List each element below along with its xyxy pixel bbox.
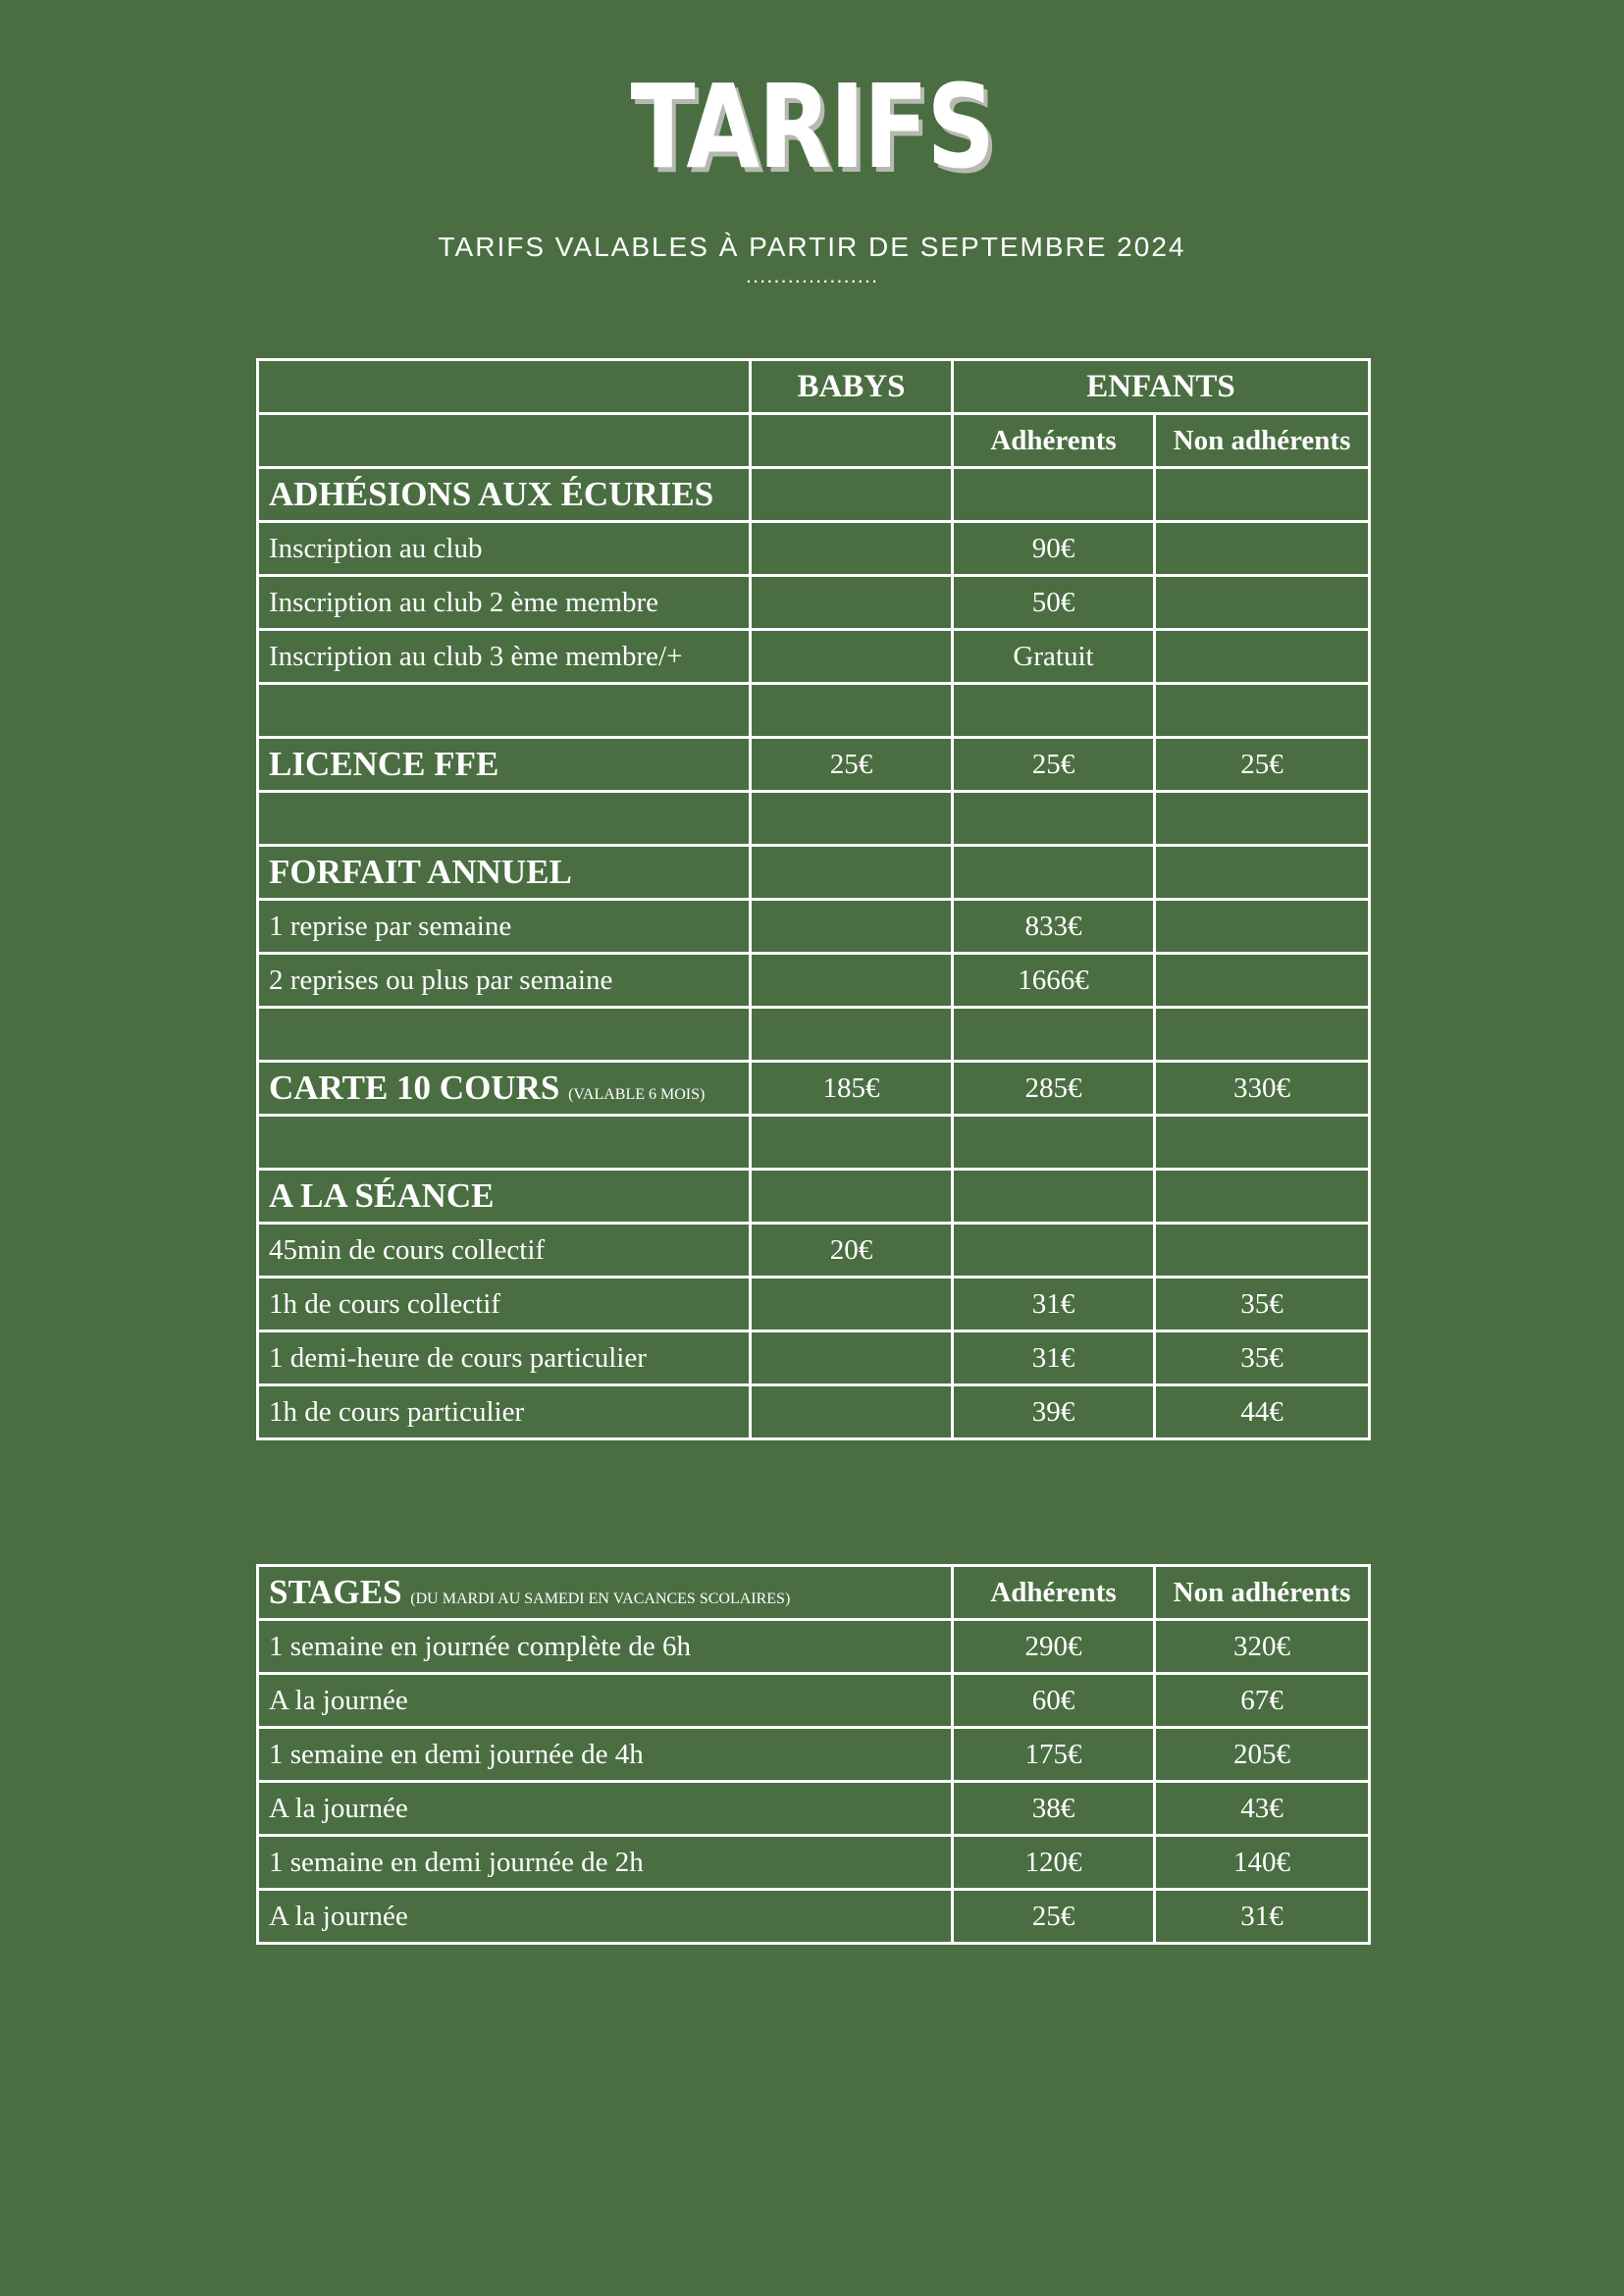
row-label: A la journée: [258, 1890, 953, 1944]
adherents-price: 50€: [953, 576, 1155, 630]
table-row: [258, 1782, 1370, 1836]
babys-price: 25€: [751, 738, 953, 792]
table-row: [258, 522, 1370, 576]
adherents-price: 285€: [953, 1062, 1155, 1116]
adherents-price: 175€: [953, 1728, 1155, 1782]
empty-cell: [751, 414, 953, 468]
row-label: 1 semaine en journée complète de 6h: [258, 1620, 953, 1674]
carte-note: (VALABLE 6 MOIS): [568, 1086, 706, 1103]
tarifs-table: [256, 358, 1371, 1440]
spacer-row: [258, 792, 1370, 846]
non-adherents-price: 330€: [1155, 1062, 1370, 1116]
table-row: [258, 630, 1370, 684]
table-subheader-row: [258, 414, 1370, 468]
section-row-licence: [258, 738, 1370, 792]
non-adherents-price: 320€: [1155, 1620, 1370, 1674]
stages-header-row: [258, 1566, 1370, 1620]
adherents-price: 1666€: [953, 954, 1155, 1008]
adherents-price: 25€: [953, 738, 1155, 792]
adherents-header: Adhérents: [953, 1566, 1155, 1620]
adherents-price: 120€: [953, 1836, 1155, 1890]
adherents-price: 39€: [953, 1385, 1155, 1439]
row-label: 1h de cours collectif: [258, 1278, 751, 1331]
adherents-price: 31€: [953, 1278, 1155, 1331]
stages-table: [256, 1564, 1371, 1945]
table-row: [258, 1890, 1370, 1944]
section-row-seance: [258, 1170, 1370, 1224]
table-row: [258, 576, 1370, 630]
table-row: [258, 1385, 1370, 1439]
row-label: Inscription au club 2 ème membre: [258, 576, 751, 630]
stages-title: STAGES: [269, 1573, 402, 1611]
adherents-price: 25€: [953, 1890, 1155, 1944]
section-title: [258, 1062, 751, 1116]
enfants-header: ENFANTS: [953, 360, 1370, 414]
section-row-carte: [258, 1062, 1370, 1116]
non-adherents-price: 205€: [1155, 1728, 1370, 1782]
table-row: [258, 900, 1370, 954]
adherents-price: 31€: [953, 1331, 1155, 1385]
adherents-price: 290€: [953, 1620, 1155, 1674]
section-row-adhesions: [258, 468, 1370, 522]
babys-price: 185€: [751, 1062, 953, 1116]
carte-title: CARTE 10 COURS: [269, 1069, 560, 1107]
section-title: A LA SÉANCE: [258, 1170, 751, 1224]
spacer-row: [258, 1008, 1370, 1062]
adherents-price: 60€: [953, 1674, 1155, 1728]
babys-header: BABYS: [751, 360, 953, 414]
non-adherents-price: 31€: [1155, 1890, 1370, 1944]
row-label: 2 reprises ou plus par semaine: [258, 954, 751, 1008]
spacer-row: [258, 684, 1370, 738]
non-adherents-price: 67€: [1155, 1674, 1370, 1728]
row-label: 45min de cours collectif: [258, 1224, 751, 1278]
table-row: [258, 954, 1370, 1008]
table-row: [258, 1728, 1370, 1782]
spacer-row: [258, 1116, 1370, 1170]
section-title: FORFAIT ANNUEL: [258, 846, 751, 900]
row-label: 1h de cours particulier: [258, 1385, 751, 1439]
row-label: Inscription au club: [258, 522, 751, 576]
adherents-price: Gratuit: [953, 630, 1155, 684]
dotted-separator: ...................: [745, 263, 879, 287]
non-adherents-price: 25€: [1155, 738, 1370, 792]
table-row: [258, 1620, 1370, 1674]
empty-cell: [258, 414, 751, 468]
non-adherents-header: Non adhérents: [1155, 1566, 1370, 1620]
page-subtitle: TARIFS VALABLES À PARTIR DE SEPTEMBRE 2024: [438, 232, 1186, 262]
row-label: 1 semaine en demi journée de 4h: [258, 1728, 953, 1782]
row-label: 1 semaine en demi journée de 2h: [258, 1836, 953, 1890]
table-row: [258, 1331, 1370, 1385]
adherents-header: Adhérents: [953, 414, 1155, 468]
non-adherents-price: 35€: [1155, 1331, 1370, 1385]
table-row: [258, 1224, 1370, 1278]
row-label: A la journée: [258, 1674, 953, 1728]
table-row: [258, 1278, 1370, 1331]
non-adherents-price: 44€: [1155, 1385, 1370, 1439]
row-label: A la journée: [258, 1782, 953, 1836]
table-row: [258, 1674, 1370, 1728]
adherents-price: 90€: [953, 522, 1155, 576]
non-adherents-header: Non adhérents: [1155, 414, 1370, 468]
row-label: 1 demi-heure de cours particulier: [258, 1331, 751, 1385]
adherents-price: 833€: [953, 900, 1155, 954]
table-row: [258, 1836, 1370, 1890]
non-adherents-price: 35€: [1155, 1278, 1370, 1331]
non-adherents-price: 140€: [1155, 1836, 1370, 1890]
empty-cell: [258, 360, 751, 414]
row-label: Inscription au club 3 ème membre/+: [258, 630, 751, 684]
babys-price: 20€: [751, 1224, 953, 1278]
row-label: 1 reprise par semaine: [258, 900, 751, 954]
adherents-price: 38€: [953, 1782, 1155, 1836]
page-title: TARIFS: [630, 59, 994, 194]
stages-note: (DU MARDI AU SAMEDI EN VACANCES SCOLAIRES): [410, 1591, 791, 1607]
section-title: ADHÉSIONS AUX ÉCURIES: [258, 468, 751, 522]
section-row-forfait: [258, 846, 1370, 900]
stages-title-cell: [258, 1566, 953, 1620]
non-adherents-price: 43€: [1155, 1782, 1370, 1836]
section-title: LICENCE FFE: [258, 738, 751, 792]
table-header-row: [258, 360, 1370, 414]
